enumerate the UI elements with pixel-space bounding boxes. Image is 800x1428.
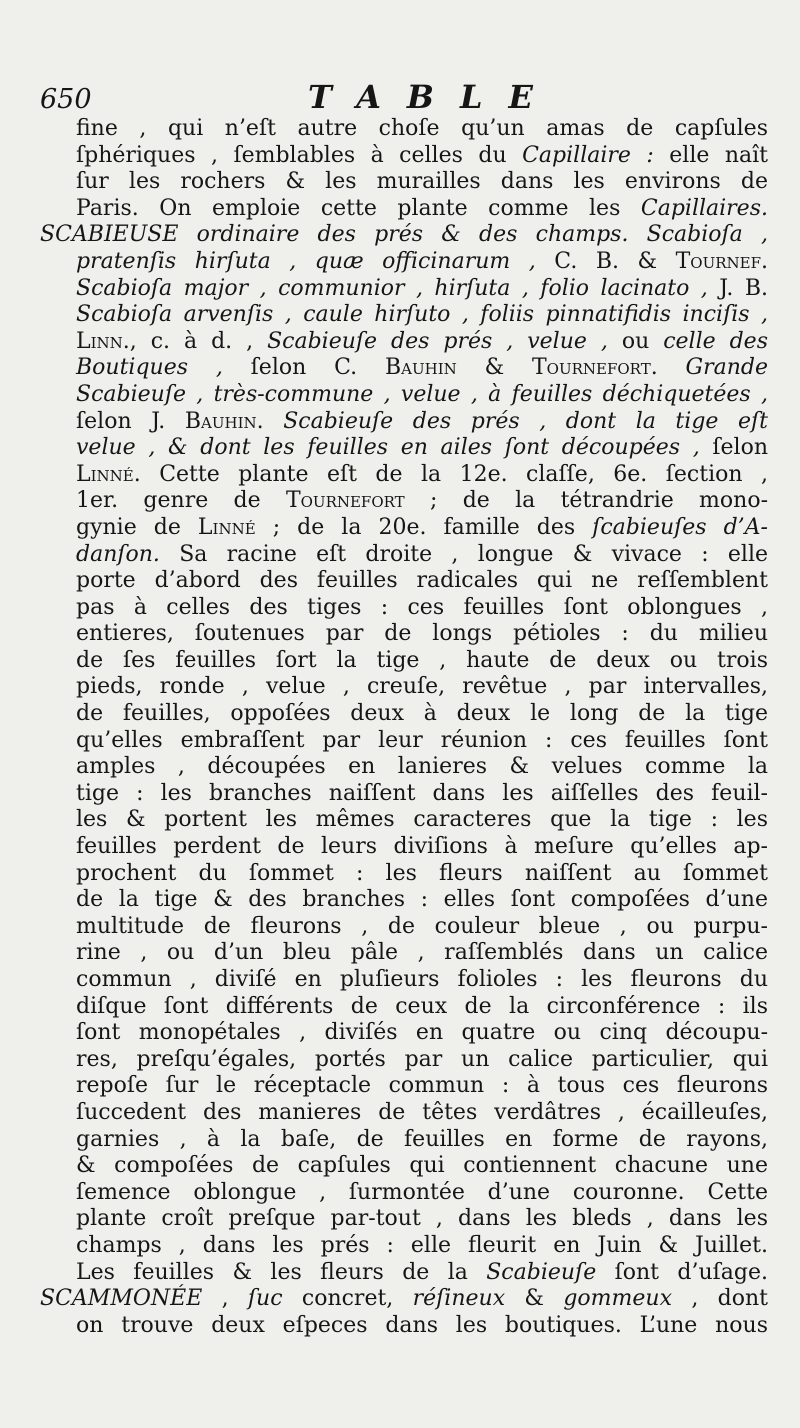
text-line: [40, 1073, 768, 1100]
text-run: gommeux: [563, 1286, 672, 1312]
text-run: tige : les branches naiſſent dans les aiſſelles des feuil-: [76, 780, 768, 806]
text-line: [40, 887, 768, 914]
text-run: C. B. &: [535, 248, 676, 274]
text-run: fine , qui n’eſt autre choſe qu’un amas de capſules: [76, 116, 768, 141]
text-run: &: [505, 1286, 564, 1312]
text-line: [40, 781, 768, 808]
text-run: ſemence oblongue , ſurmontée d’une couronne. Cette: [76, 1179, 768, 1205]
text-run: ſont d’uſage.: [596, 1259, 768, 1285]
text-run: ſuccedent des manieres de têtes verdâtres , écailleuſes,: [76, 1099, 768, 1125]
text-run: plante croît preſque par-tout , dans les bleds , dans les: [76, 1206, 768, 1232]
text-run: réſineux: [412, 1286, 506, 1312]
text-run: porte d’abord des feuilles radicales qui ne reſſemblent: [76, 568, 768, 594]
text-line: [40, 329, 768, 356]
body-text: [40, 116, 768, 1339]
text-line: [40, 834, 768, 861]
text-line: [40, 249, 768, 276]
text-run: Scabieuſe: [486, 1259, 597, 1285]
text-run: pas à celles des tiges : ces feuilles ſont oblongues ,: [76, 594, 768, 620]
text-line: [40, 595, 768, 622]
text-run: prochent du ſommet : les fleurs naiſſent au ſommet: [76, 860, 768, 886]
text-run: J. B.: [707, 275, 768, 301]
page-number: 650: [40, 84, 92, 115]
text-line: [40, 807, 768, 834]
text-line: [40, 1153, 768, 1180]
text-run: de la tige & des branches : elles ſont compoſées d’une: [76, 887, 768, 913]
text-run: 1er. genre de: [76, 488, 286, 514]
text-line: [40, 196, 768, 223]
text-run: Scabioſa arvenſis , caule hirſuto , foliis pinnatifidis inciſis ,: [76, 302, 768, 328]
text-run: multitude de fleurons , de couleur bleue , ou purpu-: [76, 913, 768, 939]
text-run: Bauhin.: [184, 408, 264, 434]
text-line: [40, 861, 768, 888]
text-run: les & portent les mêmes caracteres que la tige : les: [76, 807, 768, 833]
text-line: [40, 1206, 768, 1233]
text-run: , c. à d. ,: [129, 328, 268, 354]
text-run: amples , découpées en lanieres & velues comme la: [76, 754, 768, 780]
text-line: [40, 674, 768, 701]
text-run: commun , diviſé en pluſieurs folioles : les fleurons du: [76, 967, 768, 992]
text-run: ordinaire des prés & des champs. Scabioſa ,: [178, 222, 768, 248]
text-run: ; de la 20e. famille des: [255, 514, 593, 540]
text-run: Scabieuſe des prés , dont la tige eſt: [263, 408, 768, 434]
text-line: [40, 1100, 768, 1127]
text-line: [40, 409, 768, 436]
text-line: [40, 648, 768, 675]
text-line: [40, 568, 768, 595]
text-line: [40, 1286, 768, 1313]
text-run: diſque ſont différents de ceux de la circonférence : ils: [76, 993, 768, 1019]
text-run: pieds, ronde , velue , creuſe, revêtue , par intervalles,: [76, 674, 768, 700]
text-line: [40, 1313, 768, 1340]
text-run: ſelon J.: [76, 408, 185, 434]
text-run: repoſe ſur le réceptacle commun : à tous ces fleurons: [76, 1073, 768, 1099]
text-run: Capillaires.: [640, 195, 768, 221]
text-line: [40, 302, 768, 329]
text-run: ſelon C.: [222, 355, 385, 381]
text-run: Les feuilles & les fleurs de la: [76, 1259, 487, 1285]
text-run: gynie de: [76, 514, 198, 540]
text-line: [40, 355, 768, 382]
text-run: Boutiques ,: [76, 355, 223, 381]
text-run: entieres, ſoutenues par de longs pétioles : du milieu: [76, 621, 768, 647]
text-run: SCABIEUSE: [40, 222, 179, 248]
text-run: ſur les rochers & les murailles dans les environs de: [76, 169, 768, 195]
text-run: concret,: [282, 1286, 413, 1312]
text-run: Scabieuſe des prés , velue ,: [267, 328, 608, 354]
text-run: , dont: [672, 1286, 768, 1312]
text-run: celle des: [663, 328, 768, 354]
text-line: [40, 462, 768, 489]
text-run: ſelon: [699, 435, 768, 461]
text-line: [40, 994, 768, 1021]
running-title: TABLE: [308, 78, 559, 116]
text-run: Linn.: [76, 328, 130, 354]
text-run: Capillaire :: [522, 142, 654, 168]
text-line: [40, 701, 768, 728]
text-run: ſcabieuſes d’A-: [592, 514, 768, 540]
text-run: Paris. On emploie cette plante comme les: [76, 195, 641, 221]
text-run: Bauhin: [384, 355, 457, 381]
text-run: Sa racine eſt droite , longue & vivace : elle: [159, 541, 768, 567]
text-run: &: [456, 355, 532, 381]
text-run: res, preſqu’égales, portés par un calice particulier, qui: [76, 1046, 768, 1072]
text-line: [40, 542, 768, 569]
text-run: rine , ou d’un bleu pâle , raſſemblés dans un calice: [76, 940, 768, 966]
text-run: feuilles perdent de leurs diviſions à meſure qu’elles ap-: [76, 834, 768, 860]
text-line: [40, 169, 768, 196]
text-run: ; de la tétrandrie mono-: [404, 488, 769, 514]
text-run: Scabioſa major , communior , hirſuta , folio lacinato ,: [76, 275, 708, 301]
text-run: de ſes feuilles ſort la tige , haute de deux ou trois: [76, 647, 768, 673]
text-run: velue , & dont les feuilles en ailes ſont découpées ,: [76, 435, 700, 461]
text-line: [40, 940, 768, 967]
text-run: Grande: [657, 355, 769, 381]
text-line: [40, 276, 768, 303]
text-run: champs , dans les prés : elle fleurit en Juin & Juillet.: [76, 1232, 768, 1258]
text-run: de feuilles, oppoſées deux à deux le long de la tige: [76, 701, 768, 727]
text-line: [40, 1180, 768, 1207]
text-line: [40, 222, 768, 249]
text-run: danſon.: [76, 541, 160, 567]
text-run: Tournefort: [285, 488, 405, 514]
text-line: [40, 967, 768, 994]
text-line: [40, 488, 768, 515]
text-line: [40, 754, 768, 781]
text-line: [40, 914, 768, 941]
text-line: [40, 1260, 768, 1287]
text-run: Linné: [197, 514, 256, 540]
text-run: pratenſis hirſuta , quæ officinarum ,: [76, 248, 536, 274]
text-run: ſuc: [247, 1286, 283, 1312]
text-line: [40, 1047, 768, 1074]
text-line: [40, 1127, 768, 1154]
text-run: elle naît: [653, 142, 769, 168]
text-line: [40, 728, 768, 755]
text-run: ,: [202, 1286, 248, 1312]
text-line: [40, 435, 768, 462]
text-run: & compoſées de capſules qui contiennent chacune une: [76, 1153, 768, 1179]
text-line: [40, 143, 768, 170]
text-run: Tournef.: [675, 248, 768, 274]
text-run: qu’elles embraſſent par leur réunion : ces feuilles ſont: [76, 727, 768, 753]
text-run: ou: [607, 328, 664, 354]
text-run: garnies , à la baſe, de feuilles en forme de rayons,: [76, 1126, 768, 1152]
text-line: [40, 116, 768, 143]
text-line: [40, 1020, 768, 1047]
text-run: ſont monopétales , diviſés en quatre ou cinq découpu-: [76, 1020, 768, 1046]
text-run: Linné.: [76, 461, 141, 487]
text-run: on trouve deux eſpeces dans les boutiques. L’une nous: [76, 1312, 768, 1338]
text-run: Tournefort.: [531, 355, 658, 381]
text-line: [40, 621, 768, 648]
text-run: Cette plante eſt de la 12e. claſſe, 6e. ſection ,: [140, 461, 768, 487]
text-line: [40, 515, 768, 542]
text-run: SCAMMONÉE: [40, 1286, 203, 1312]
text-line: [40, 382, 768, 409]
text-run: Scabieuſe , très-commune , velue , à feuilles déchiquetées ,: [76, 381, 768, 407]
text-run: ſphériques , ſemblables à celles du: [76, 142, 523, 168]
text-line: [40, 1233, 768, 1260]
